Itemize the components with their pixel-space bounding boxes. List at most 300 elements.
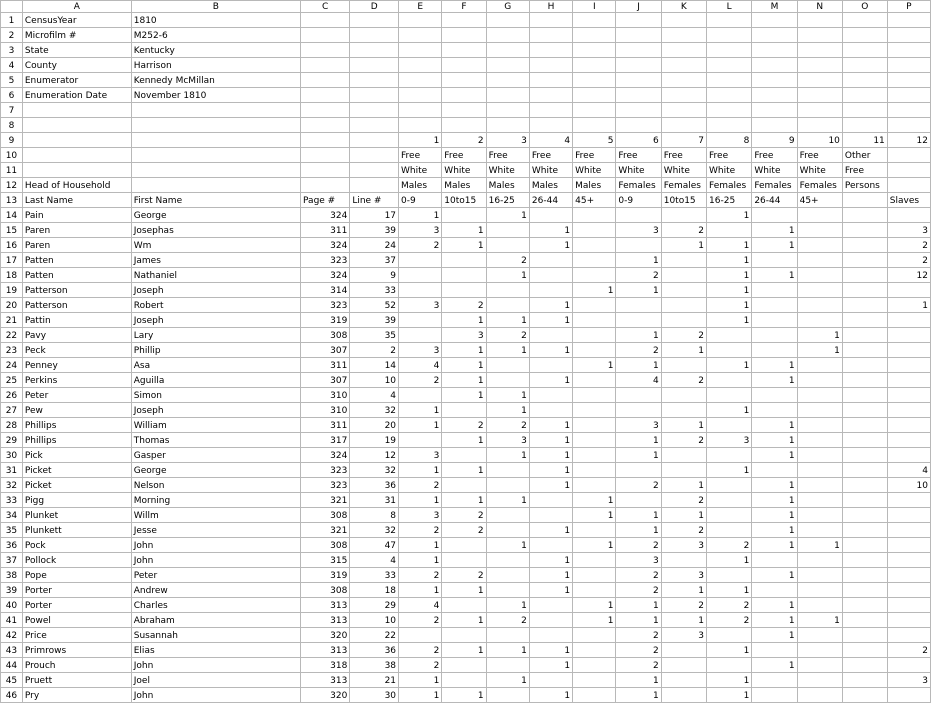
cell-g32[interactable]: [486, 478, 529, 493]
cell-d33[interactable]: 31: [350, 493, 399, 508]
cell-e21[interactable]: [399, 313, 442, 328]
cell-k38[interactable]: 3: [661, 568, 706, 583]
cell-p23[interactable]: [887, 343, 930, 358]
cell-b9[interactable]: [131, 133, 300, 148]
cell-p37[interactable]: [887, 553, 930, 568]
cell-b28[interactable]: William: [131, 418, 300, 433]
cell-a10[interactable]: [22, 148, 131, 163]
cell-n13[interactable]: 45+: [797, 193, 842, 208]
cell-m29[interactable]: 1: [752, 433, 797, 448]
cell-e44[interactable]: 2: [399, 658, 442, 673]
cell-j13[interactable]: 0-9: [616, 193, 661, 208]
cell-f40[interactable]: [442, 598, 486, 613]
cell-d28[interactable]: 20: [350, 418, 399, 433]
cell-h13[interactable]: 26-44: [529, 193, 572, 208]
cell-n30[interactable]: [797, 448, 842, 463]
cell-m5[interactable]: [752, 73, 797, 88]
cell-h20[interactable]: 1: [529, 298, 572, 313]
cell-o24[interactable]: [842, 358, 887, 373]
cell-j26[interactable]: [616, 388, 661, 403]
cell-k21[interactable]: [661, 313, 706, 328]
cell-n37[interactable]: [797, 553, 842, 568]
cell-j2[interactable]: [616, 28, 661, 43]
cell-k17[interactable]: [661, 253, 706, 268]
cell-i42[interactable]: [573, 628, 616, 643]
cell-j11[interactable]: White: [616, 163, 661, 178]
cell-l16[interactable]: 1: [707, 238, 752, 253]
cell-g18[interactable]: 1: [486, 268, 529, 283]
cell-l33[interactable]: [707, 493, 752, 508]
row-header[interactable]: 16: [1, 238, 23, 253]
cell-p41[interactable]: [887, 613, 930, 628]
cell-k14[interactable]: [661, 208, 706, 223]
cell-k19[interactable]: [661, 283, 706, 298]
cell-d20[interactable]: 52: [350, 298, 399, 313]
cell-e39[interactable]: 1: [399, 583, 442, 598]
cell-n35[interactable]: [797, 523, 842, 538]
row-header[interactable]: 44: [1, 658, 23, 673]
cell-p38[interactable]: [887, 568, 930, 583]
cell-l32[interactable]: [707, 478, 752, 493]
row-header[interactable]: 7: [1, 103, 23, 118]
cell-e4[interactable]: [399, 58, 442, 73]
cell-g41[interactable]: 2: [486, 613, 529, 628]
cell-e8[interactable]: [399, 118, 442, 133]
cell-a41[interactable]: Powel: [22, 613, 131, 628]
cell-d37[interactable]: 4: [350, 553, 399, 568]
cell-p17[interactable]: 2: [887, 253, 930, 268]
cell-i43[interactable]: [573, 643, 616, 658]
cell-p22[interactable]: [887, 328, 930, 343]
cell-a37[interactable]: Pollock: [22, 553, 131, 568]
cell-l37[interactable]: 1: [707, 553, 752, 568]
cell-e6[interactable]: [399, 88, 442, 103]
cell-e9[interactable]: 1: [399, 133, 442, 148]
cell-l14[interactable]: 1: [707, 208, 752, 223]
row-header[interactable]: 5: [1, 73, 23, 88]
cell-f26[interactable]: 1: [442, 388, 486, 403]
cell-d19[interactable]: 33: [350, 283, 399, 298]
cell-c32[interactable]: 323: [301, 478, 350, 493]
cell-c8[interactable]: [301, 118, 350, 133]
cell-e23[interactable]: 3: [399, 343, 442, 358]
cell-j38[interactable]: 2: [616, 568, 661, 583]
cell-m11[interactable]: White: [752, 163, 797, 178]
cell-e29[interactable]: [399, 433, 442, 448]
cell-h9[interactable]: 4: [529, 133, 572, 148]
cell-e17[interactable]: [399, 253, 442, 268]
cell-a21[interactable]: Pattin: [22, 313, 131, 328]
cell-e26[interactable]: [399, 388, 442, 403]
cell-g23[interactable]: 1: [486, 343, 529, 358]
cell-b45[interactable]: Joel: [131, 673, 300, 688]
cell-k9[interactable]: 7: [661, 133, 706, 148]
cell-g15[interactable]: [486, 223, 529, 238]
cell-f29[interactable]: 1: [442, 433, 486, 448]
cell-p18[interactable]: 12: [887, 268, 930, 283]
cell-n19[interactable]: [797, 283, 842, 298]
cell-m9[interactable]: 9: [752, 133, 797, 148]
cell-d41[interactable]: 10: [350, 613, 399, 628]
cell-l30[interactable]: [707, 448, 752, 463]
cell-m18[interactable]: 1: [752, 268, 797, 283]
cell-o27[interactable]: [842, 403, 887, 418]
column-header-m[interactable]: M: [752, 1, 797, 13]
cell-b43[interactable]: Elias: [131, 643, 300, 658]
cell-j35[interactable]: 1: [616, 523, 661, 538]
cell-b44[interactable]: John: [131, 658, 300, 673]
cell-m15[interactable]: 1: [752, 223, 797, 238]
cell-o28[interactable]: [842, 418, 887, 433]
cell-f27[interactable]: [442, 403, 486, 418]
cell-c14[interactable]: 324: [301, 208, 350, 223]
column-header-o[interactable]: O: [842, 1, 887, 13]
cell-f19[interactable]: [442, 283, 486, 298]
cell-b39[interactable]: Andrew: [131, 583, 300, 598]
cell-b12[interactable]: [131, 178, 300, 193]
cell-c17[interactable]: 323: [301, 253, 350, 268]
cell-e30[interactable]: 3: [399, 448, 442, 463]
cell-g24[interactable]: [486, 358, 529, 373]
column-header-f[interactable]: F: [442, 1, 486, 13]
cell-b15[interactable]: Josephas: [131, 223, 300, 238]
cell-b29[interactable]: Thomas: [131, 433, 300, 448]
cell-l8[interactable]: [707, 118, 752, 133]
cell-a11[interactable]: [22, 163, 131, 178]
cell-d39[interactable]: 18: [350, 583, 399, 598]
cell-f2[interactable]: [442, 28, 486, 43]
cell-j3[interactable]: [616, 43, 661, 58]
cell-d10[interactable]: [350, 148, 399, 163]
cell-i34[interactable]: 1: [573, 508, 616, 523]
cell-o7[interactable]: [842, 103, 887, 118]
cell-b38[interactable]: Peter: [131, 568, 300, 583]
cell-i27[interactable]: [573, 403, 616, 418]
cell-f11[interactable]: White: [442, 163, 486, 178]
cell-a4[interactable]: County: [22, 58, 131, 73]
cell-b21[interactable]: Joseph: [131, 313, 300, 328]
cell-m21[interactable]: [752, 313, 797, 328]
cell-f5[interactable]: [442, 73, 486, 88]
column-header-c[interactable]: C: [301, 1, 350, 13]
cell-g3[interactable]: [486, 43, 529, 58]
cell-j20[interactable]: [616, 298, 661, 313]
cell-j17[interactable]: 1: [616, 253, 661, 268]
cell-f23[interactable]: 1: [442, 343, 486, 358]
cell-c15[interactable]: 311: [301, 223, 350, 238]
cell-j19[interactable]: 1: [616, 283, 661, 298]
cell-f45[interactable]: [442, 673, 486, 688]
cell-m38[interactable]: 1: [752, 568, 797, 583]
cell-h37[interactable]: 1: [529, 553, 572, 568]
cell-f35[interactable]: 2: [442, 523, 486, 538]
cell-f10[interactable]: Free: [442, 148, 486, 163]
cell-d11[interactable]: [350, 163, 399, 178]
cell-o11[interactable]: Free: [842, 163, 887, 178]
row-header[interactable]: 25: [1, 373, 23, 388]
cell-j34[interactable]: 1: [616, 508, 661, 523]
cell-o32[interactable]: [842, 478, 887, 493]
cell-a35[interactable]: Plunkett: [22, 523, 131, 538]
cell-o22[interactable]: [842, 328, 887, 343]
cell-b23[interactable]: Phillip: [131, 343, 300, 358]
cell-e11[interactable]: White: [399, 163, 442, 178]
cell-j32[interactable]: 2: [616, 478, 661, 493]
cell-b27[interactable]: Joseph: [131, 403, 300, 418]
cell-k29[interactable]: 2: [661, 433, 706, 448]
cell-g45[interactable]: 1: [486, 673, 529, 688]
cell-d43[interactable]: 36: [350, 643, 399, 658]
cell-p42[interactable]: [887, 628, 930, 643]
cell-a45[interactable]: Pruett: [22, 673, 131, 688]
cell-l24[interactable]: 1: [707, 358, 752, 373]
cell-j16[interactable]: [616, 238, 661, 253]
row-header[interactable]: 37: [1, 553, 23, 568]
cell-h42[interactable]: [529, 628, 572, 643]
cell-j27[interactable]: [616, 403, 661, 418]
row-header[interactable]: 26: [1, 388, 23, 403]
cell-i19[interactable]: 1: [573, 283, 616, 298]
cell-p39[interactable]: [887, 583, 930, 598]
cell-p46[interactable]: [887, 688, 930, 703]
cell-d22[interactable]: 35: [350, 328, 399, 343]
cell-m42[interactable]: 1: [752, 628, 797, 643]
cell-o26[interactable]: [842, 388, 887, 403]
cell-d21[interactable]: 39: [350, 313, 399, 328]
cell-f44[interactable]: [442, 658, 486, 673]
cell-i8[interactable]: [573, 118, 616, 133]
cell-i6[interactable]: [573, 88, 616, 103]
cell-j9[interactable]: 6: [616, 133, 661, 148]
cell-n15[interactable]: [797, 223, 842, 238]
cell-l27[interactable]: 1: [707, 403, 752, 418]
cell-g17[interactable]: 2: [486, 253, 529, 268]
cell-i20[interactable]: [573, 298, 616, 313]
cell-l42[interactable]: [707, 628, 752, 643]
cell-g40[interactable]: 1: [486, 598, 529, 613]
cell-i33[interactable]: 1: [573, 493, 616, 508]
cell-b2[interactable]: M252-6: [131, 28, 300, 43]
cell-f42[interactable]: [442, 628, 486, 643]
cell-l36[interactable]: 2: [707, 538, 752, 553]
cell-p16[interactable]: 2: [887, 238, 930, 253]
cell-l10[interactable]: Free: [707, 148, 752, 163]
cell-e40[interactable]: 4: [399, 598, 442, 613]
cell-l23[interactable]: [707, 343, 752, 358]
cell-g22[interactable]: 2: [486, 328, 529, 343]
cell-i25[interactable]: [573, 373, 616, 388]
cell-c28[interactable]: 311: [301, 418, 350, 433]
column-header-a[interactable]: A: [22, 1, 131, 13]
cell-i44[interactable]: [573, 658, 616, 673]
cell-p34[interactable]: [887, 508, 930, 523]
cell-o15[interactable]: [842, 223, 887, 238]
cell-h24[interactable]: [529, 358, 572, 373]
cell-g2[interactable]: [486, 28, 529, 43]
cell-h32[interactable]: 1: [529, 478, 572, 493]
row-header[interactable]: 41: [1, 613, 23, 628]
cell-n29[interactable]: [797, 433, 842, 448]
cell-l3[interactable]: [707, 43, 752, 58]
cell-f12[interactable]: Males: [442, 178, 486, 193]
cell-k11[interactable]: White: [661, 163, 706, 178]
cell-k18[interactable]: [661, 268, 706, 283]
cell-b14[interactable]: George: [131, 208, 300, 223]
cell-m8[interactable]: [752, 118, 797, 133]
cell-o21[interactable]: [842, 313, 887, 328]
cell-i40[interactable]: 1: [573, 598, 616, 613]
cell-g25[interactable]: [486, 373, 529, 388]
cell-b24[interactable]: Asa: [131, 358, 300, 373]
cell-i5[interactable]: [573, 73, 616, 88]
cell-h23[interactable]: 1: [529, 343, 572, 358]
cell-e35[interactable]: 2: [399, 523, 442, 538]
cell-b6[interactable]: November 1810: [131, 88, 300, 103]
cell-d9[interactable]: [350, 133, 399, 148]
cell-e33[interactable]: 1: [399, 493, 442, 508]
cell-m33[interactable]: 1: [752, 493, 797, 508]
cell-m22[interactable]: [752, 328, 797, 343]
cell-h29[interactable]: 1: [529, 433, 572, 448]
cell-n40[interactable]: [797, 598, 842, 613]
cell-l41[interactable]: 2: [707, 613, 752, 628]
cell-c27[interactable]: 310: [301, 403, 350, 418]
cell-m45[interactable]: [752, 673, 797, 688]
cell-h19[interactable]: [529, 283, 572, 298]
cell-m35[interactable]: 1: [752, 523, 797, 538]
cell-g33[interactable]: 1: [486, 493, 529, 508]
cell-m39[interactable]: [752, 583, 797, 598]
cell-m2[interactable]: [752, 28, 797, 43]
cell-l29[interactable]: 3: [707, 433, 752, 448]
cell-j1[interactable]: [616, 13, 661, 28]
cell-a26[interactable]: Peter: [22, 388, 131, 403]
cell-j43[interactable]: 2: [616, 643, 661, 658]
cell-i31[interactable]: [573, 463, 616, 478]
cell-d29[interactable]: 19: [350, 433, 399, 448]
cell-a43[interactable]: Primrows: [22, 643, 131, 658]
cell-j21[interactable]: [616, 313, 661, 328]
cell-p28[interactable]: [887, 418, 930, 433]
cell-l11[interactable]: White: [707, 163, 752, 178]
cell-n3[interactable]: [797, 43, 842, 58]
cell-p31[interactable]: 4: [887, 463, 930, 478]
cell-k28[interactable]: 1: [661, 418, 706, 433]
cell-i26[interactable]: [573, 388, 616, 403]
row-header[interactable]: 32: [1, 478, 23, 493]
cell-d46[interactable]: 30: [350, 688, 399, 703]
cell-p25[interactable]: [887, 373, 930, 388]
cell-j14[interactable]: [616, 208, 661, 223]
cell-c23[interactable]: 307: [301, 343, 350, 358]
cell-g39[interactable]: [486, 583, 529, 598]
cell-a38[interactable]: Pope: [22, 568, 131, 583]
cell-a32[interactable]: Picket: [22, 478, 131, 493]
cell-p26[interactable]: [887, 388, 930, 403]
row-header[interactable]: 39: [1, 583, 23, 598]
cell-g29[interactable]: 3: [486, 433, 529, 448]
cell-c20[interactable]: 323: [301, 298, 350, 313]
cell-h25[interactable]: 1: [529, 373, 572, 388]
cell-b19[interactable]: Joseph: [131, 283, 300, 298]
cell-m20[interactable]: [752, 298, 797, 313]
cell-g21[interactable]: 1: [486, 313, 529, 328]
cell-e16[interactable]: 2: [399, 238, 442, 253]
cell-m27[interactable]: [752, 403, 797, 418]
cell-c43[interactable]: 313: [301, 643, 350, 658]
cell-h45[interactable]: [529, 673, 572, 688]
cell-a36[interactable]: Pock: [22, 538, 131, 553]
cell-l34[interactable]: [707, 508, 752, 523]
cell-m4[interactable]: [752, 58, 797, 73]
cell-k33[interactable]: 2: [661, 493, 706, 508]
cell-o20[interactable]: [842, 298, 887, 313]
cell-n39[interactable]: [797, 583, 842, 598]
cell-p21[interactable]: [887, 313, 930, 328]
cell-k23[interactable]: 1: [661, 343, 706, 358]
cell-n8[interactable]: [797, 118, 842, 133]
cell-i18[interactable]: [573, 268, 616, 283]
cell-n4[interactable]: [797, 58, 842, 73]
cell-j18[interactable]: 2: [616, 268, 661, 283]
cell-a15[interactable]: Paren: [22, 223, 131, 238]
cell-m40[interactable]: 1: [752, 598, 797, 613]
cell-l17[interactable]: 1: [707, 253, 752, 268]
cell-k34[interactable]: 1: [661, 508, 706, 523]
row-header[interactable]: 45: [1, 673, 23, 688]
cell-o46[interactable]: [842, 688, 887, 703]
cell-f33[interactable]: 1: [442, 493, 486, 508]
cell-j40[interactable]: 1: [616, 598, 661, 613]
cell-l43[interactable]: 1: [707, 643, 752, 658]
cell-d4[interactable]: [350, 58, 399, 73]
row-header[interactable]: 46: [1, 688, 23, 703]
cell-b32[interactable]: Nelson: [131, 478, 300, 493]
cell-e43[interactable]: 2: [399, 643, 442, 658]
cell-n7[interactable]: [797, 103, 842, 118]
cell-g27[interactable]: 1: [486, 403, 529, 418]
cell-d7[interactable]: [350, 103, 399, 118]
cell-m43[interactable]: [752, 643, 797, 658]
cell-d16[interactable]: 24: [350, 238, 399, 253]
cell-l44[interactable]: [707, 658, 752, 673]
cell-i11[interactable]: White: [573, 163, 616, 178]
cell-n6[interactable]: [797, 88, 842, 103]
cell-p36[interactable]: [887, 538, 930, 553]
cell-k45[interactable]: [661, 673, 706, 688]
cell-p13[interactable]: Slaves: [887, 193, 930, 208]
cell-d40[interactable]: 29: [350, 598, 399, 613]
cell-b13[interactable]: First Name: [131, 193, 300, 208]
cell-c2[interactable]: [301, 28, 350, 43]
cell-e42[interactable]: [399, 628, 442, 643]
cell-k20[interactable]: [661, 298, 706, 313]
cell-p32[interactable]: 10: [887, 478, 930, 493]
cell-n36[interactable]: 1: [797, 538, 842, 553]
cell-o23[interactable]: [842, 343, 887, 358]
cell-m10[interactable]: Free: [752, 148, 797, 163]
cell-a5[interactable]: Enumerator: [22, 73, 131, 88]
cell-c34[interactable]: 308: [301, 508, 350, 523]
cell-a6[interactable]: Enumeration Date: [22, 88, 131, 103]
cell-o36[interactable]: [842, 538, 887, 553]
cell-n11[interactable]: White: [797, 163, 842, 178]
cell-n14[interactable]: [797, 208, 842, 223]
cell-i37[interactable]: [573, 553, 616, 568]
cell-c42[interactable]: 320: [301, 628, 350, 643]
cell-m17[interactable]: [752, 253, 797, 268]
cell-m14[interactable]: [752, 208, 797, 223]
